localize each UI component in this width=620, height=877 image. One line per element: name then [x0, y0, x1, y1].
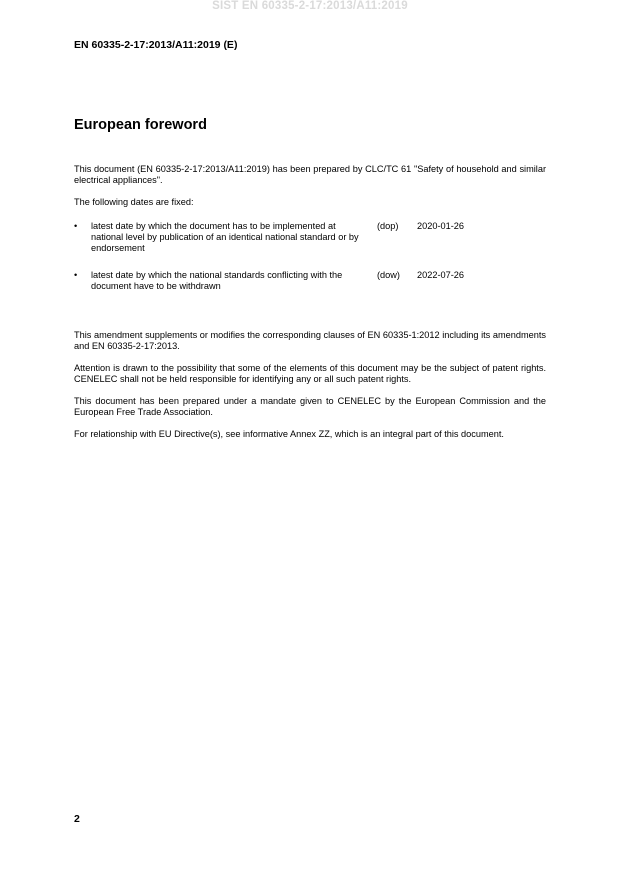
date-row-dow [74, 270, 546, 308]
date-code: (dow) [377, 270, 400, 280]
document-id-header: EN 60335-2-17:2013/A11:2019 (E) [74, 39, 238, 51]
date-row-dop [74, 221, 546, 257]
amendment-paragraph: This amendment supplements or modifies the corresponding clauses of EN 60335-1:2012 including its amendments and EN 60335-2-17:2013. [74, 330, 546, 351]
date-description: latest date by which the document has to be implemented at national level by publication of an identical national standard or by endorsement [91, 221, 359, 253]
date-value: 2022-07-26 [417, 270, 464, 280]
foreword-body [74, 164, 546, 451]
directive-paragraph: For relationship with EU Directive(s), see informative Annex ZZ, which is an integral part of this document. [74, 429, 504, 439]
watermark: SIST EN 60335-2-17:2013/A11:2019 [212, 0, 408, 12]
intro-paragraph: This document (EN 60335-2-17:2013/A11:2019) has been prepared by CLC/TC 61 "Safety of household and similar electrical appliances". [74, 164, 546, 185]
date-description: latest date by which the national standards conflicting with the document have to be withdrawn [91, 270, 343, 291]
date-code: (dop) [377, 221, 399, 231]
patent-paragraph: Attention is drawn to the possibility that some of the elements of this document may be the subject of patent rights. CENELEC shall not be held responsible for identifying any or all such patent rights. [74, 363, 546, 384]
bullet-icon: • [74, 270, 78, 280]
section-title: European foreword [74, 117, 207, 133]
mandate-paragraph: This document has been prepared under a mandate given to CENELEC by the European Commission and the European Free Trade Association. [74, 396, 546, 417]
page-number: 2 [74, 813, 80, 825]
bullet-icon: • [74, 221, 78, 231]
dates-intro: The following dates are fixed: [74, 197, 194, 207]
date-value: 2020-01-26 [417, 221, 464, 231]
